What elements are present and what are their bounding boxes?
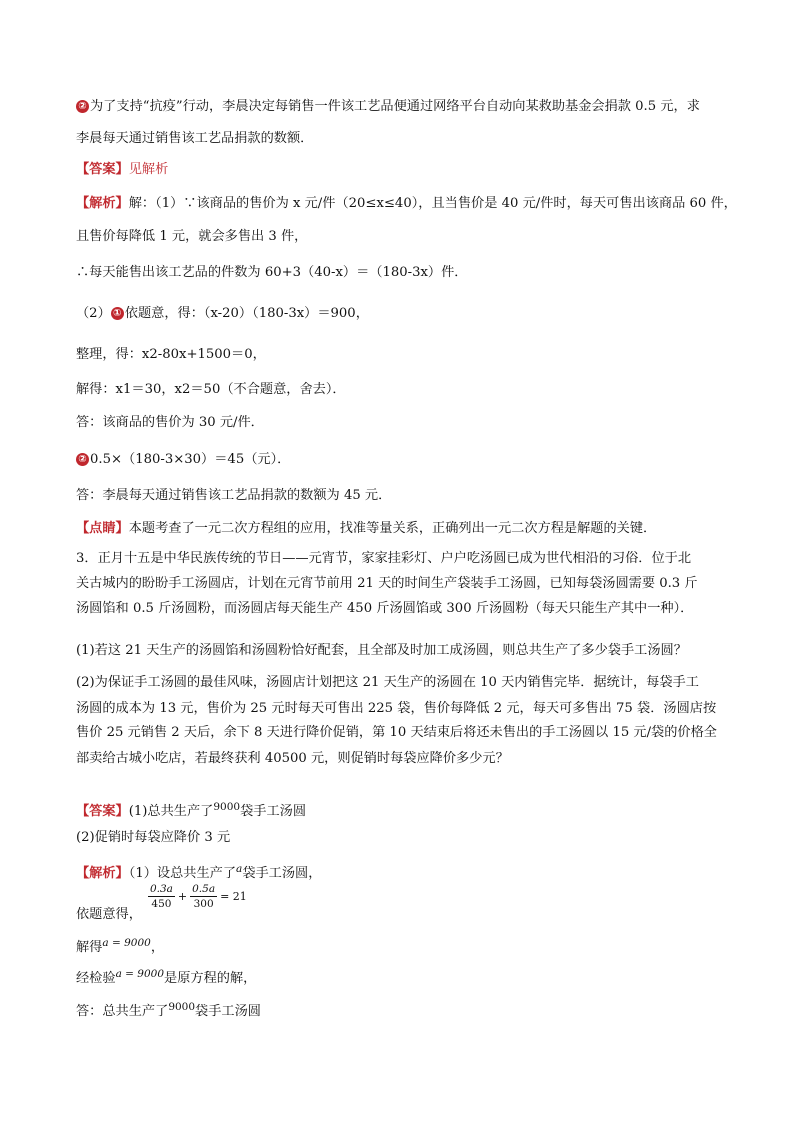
question-line: 汤圆的成本为 13 元，售价为 25 元时每天可售出 225 袋，售价每降低 2 元，每天可多售出 75 袋．汤圆店按: [76, 701, 717, 716]
question-line: 李晨每天通过销售该工艺品捐款的数额．: [76, 131, 314, 146]
question-line: 售价 25 元销售 2 天后，余下 8 天进行降价促销，第 10 天结束后将还未售出的手工汤圆以 15 元/袋的价格全: [76, 725, 717, 740]
answer-line: 【答案】(1)总共生产了$^{9000}$袋手工汤圆: [76, 801, 307, 819]
analysis-line: ∴每天能售出该工艺品的件数为 60+3（40-x）＝（180-3x）件．: [76, 265, 468, 280]
question-line: (1)若这 21 天生产的汤圆馅和汤圆粉恰好配套，且全部及时加工成汤圆，则总共生产了多少袋手工汤圆？: [76, 643, 687, 658]
question-line: 汤圆馅和 0.5 斤汤圆粉，而汤圆店每天能生产 450 斤汤圆馅或 300 斤汤圆粉（每天只能生产其中一种）．: [76, 601, 694, 616]
analysis-tag: 【解析】: [76, 196, 129, 211]
circled-number-2-icon: ②: [76, 453, 89, 466]
fraction: $\frac{0.5a}{300}$: [192, 883, 216, 910]
analysis-line: （2） ① 依题意，得：（x-20）（180-3x）＝900，: [76, 306, 369, 321]
question-line: 部卖给古城小吃店，若最终获利 40500 元，则促销时每袋应降价多少元？: [76, 751, 509, 766]
question-line: (2)为保证手工汤圆的最佳风味，汤圆店计划把这 21 天生产的汤圆在 10 天内销售完毕．据统计，每袋手工: [76, 675, 699, 690]
circled-number-2-icon: ②: [76, 100, 89, 113]
analysis-line: 答：总共生产了$^{9000}$袋手工汤圆: [76, 1001, 261, 1019]
analysis-line: 解得$^{a = 9000}$，: [76, 937, 165, 955]
equation: $\frac{0.3a}{450}$ + $\frac{0.5a}{300}$ = 21: [149, 883, 247, 910]
equation-line: 依题意得， $\frac{0.3a}{450}$ + $\frac{0.5a}{300}$ = 21: [76, 883, 247, 922]
analysis-line: 答：该商品的售价为 30 元/件．: [76, 415, 264, 430]
question-3-line: 3．正月十五是中华民族传统的节日——元宵节，家家挂彩灯、户户吃汤圆已成为世代相沿的习俗．位于北: [76, 551, 692, 566]
analysis-line: 经检验$^{a = 9000}$是原方程的解，: [76, 968, 257, 986]
comment-line: 【点睛】本题考查了一元二次方程组的应用，找准等量关系，正确列出一元二次方程是解题的关键．: [76, 521, 657, 536]
analysis-line: ② 0.5×（180-3×30）＝45（元）．: [76, 451, 290, 469]
answer-line: (2)促销时每袋应降价 3 元: [76, 830, 231, 845]
answer-tag: 【答案】: [76, 804, 129, 819]
comment-tag: 【点睛】: [76, 521, 129, 536]
analysis-line: 整理，得：x2-80x+1500＝0，: [76, 347, 266, 362]
analysis-line: 【解析】解：（1）∵该商品的售价为 x 元/件（20≤x≤40），且当售价是 40 元/件时，每天可售出该商品 60 件，: [76, 196, 737, 211]
fraction: $\frac{0.3a}{450}$: [149, 883, 173, 910]
question-2-2-line: ② 为了支持“抗疫”行动，李晨决定每销售一件该工艺品便通过网络平台自动向某救助基金会捐款 0.5 元，求: [76, 98, 700, 116]
answer-line: 【答案】见解析: [76, 162, 169, 177]
analysis-tag: 【解析】: [76, 866, 129, 881]
analysis-line: 且售价每降低 1 元，就会多售出 3 件，: [76, 229, 308, 244]
question-line: 关古城内的盼盼手工汤圆店，计划在元宵节前用 21 天的时间生产袋装手工汤圆，已知每袋汤圆需要 0.3 斤: [76, 576, 698, 591]
circled-number-1-icon: ①: [111, 307, 124, 320]
analysis-line: 答：李晨每天通过销售该工艺品捐款的数额为 45 元．: [76, 488, 392, 503]
answer-tag: 【答案】: [76, 162, 129, 177]
analysis-line: 解得：x1＝30，x2＝50（不合题意，舍去）．: [76, 382, 346, 397]
analysis-line: 【解析】（1）设总共生产了$^a$袋手工汤圆，: [76, 863, 322, 881]
